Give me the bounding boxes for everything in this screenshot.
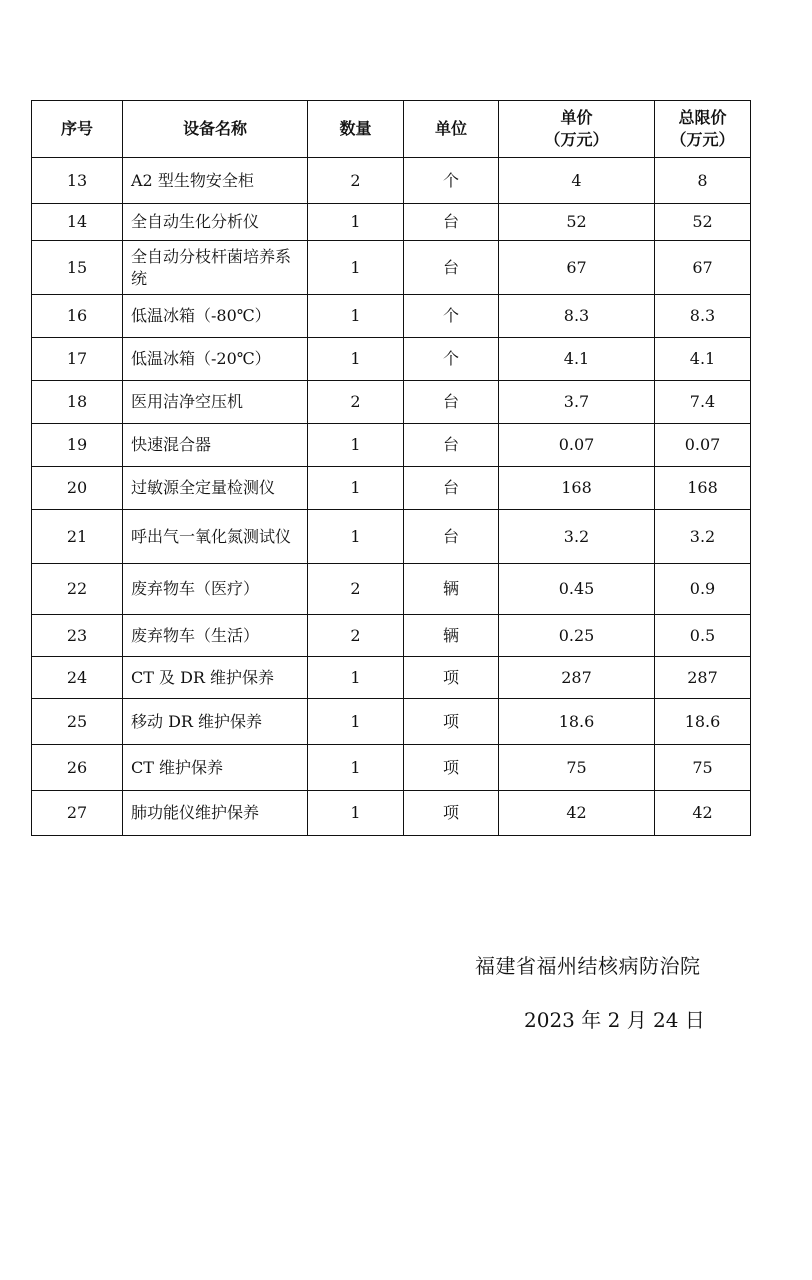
cell-unit-price: 0.25 [499, 615, 655, 657]
cell-unit-price: 52 [499, 204, 655, 241]
header-seq: 序号 [32, 101, 123, 158]
cell-unit: 台 [404, 381, 499, 424]
table-body [32, 158, 751, 836]
cell-unit-price: 8.3 [499, 295, 655, 338]
header-unit-price-line1: 单价 [560, 108, 593, 127]
cell-seq: 21 [32, 510, 123, 564]
header-unit-price-line2: （万元） [544, 130, 609, 149]
cell-total-price: 8.3 [655, 295, 751, 338]
cell-seq: 17 [32, 338, 123, 381]
cell-name: 肺功能仪维护保养 [123, 791, 308, 836]
cell-qty: 1 [308, 241, 404, 295]
header-unit: 单位 [404, 101, 499, 158]
cell-unit-price: 75 [499, 745, 655, 791]
cell-unit-price: 168 [499, 467, 655, 510]
cell-total-price: 7.4 [655, 381, 751, 424]
cell-qty: 1 [308, 745, 404, 791]
cell-name: 废弃物车（生活） [123, 615, 308, 657]
cell-unit: 台 [404, 510, 499, 564]
cell-seq: 18 [32, 381, 123, 424]
table-row [32, 381, 751, 424]
table-row [32, 510, 751, 564]
cell-seq: 14 [32, 204, 123, 241]
cell-name: CT 及 DR 维护保养 [123, 657, 308, 699]
cell-name: 低温冰箱（-20℃） [123, 338, 308, 381]
cell-name: 呼出气一氧化氮测试仪 [123, 510, 308, 564]
cell-seq: 25 [32, 699, 123, 745]
cell-unit-price: 0.45 [499, 564, 655, 615]
cell-name: 快速混合器 [123, 424, 308, 467]
cell-qty: 1 [308, 467, 404, 510]
cell-total-price: 3.2 [655, 510, 751, 564]
cell-name: 废弃物车（医疗） [123, 564, 308, 615]
cell-unit: 项 [404, 657, 499, 699]
issue-date: 2023 年 2 月 24 日 [524, 1008, 705, 1032]
cell-name: CT 维护保养 [123, 745, 308, 791]
cell-total-price: 287 [655, 657, 751, 699]
table-row [32, 158, 751, 204]
cell-seq: 13 [32, 158, 123, 204]
cell-total-price: 0.5 [655, 615, 751, 657]
cell-unit: 台 [404, 467, 499, 510]
cell-qty: 1 [308, 204, 404, 241]
cell-unit: 项 [404, 699, 499, 745]
equipment-table [31, 100, 751, 836]
cell-total-price: 8 [655, 158, 751, 204]
cell-total-price: 4.1 [655, 338, 751, 381]
cell-qty: 2 [308, 615, 404, 657]
cell-qty: 1 [308, 295, 404, 338]
cell-name: 医用洁净空压机 [123, 381, 308, 424]
cell-qty: 1 [308, 657, 404, 699]
cell-unit: 台 [404, 424, 499, 467]
cell-unit: 个 [404, 295, 499, 338]
cell-name: 低温冰箱（-80℃） [123, 295, 308, 338]
cell-total-price: 52 [655, 204, 751, 241]
cell-qty: 2 [308, 158, 404, 204]
table-row [32, 745, 751, 791]
cell-total-price: 75 [655, 745, 751, 791]
cell-unit: 项 [404, 791, 499, 836]
cell-seq: 24 [32, 657, 123, 699]
cell-unit-price: 4 [499, 158, 655, 204]
cell-seq: 15 [32, 241, 123, 295]
cell-unit-price: 3.7 [499, 381, 655, 424]
cell-seq: 16 [32, 295, 123, 338]
table-row [32, 204, 751, 241]
cell-unit: 个 [404, 158, 499, 204]
table-row [32, 338, 751, 381]
table-row [32, 295, 751, 338]
cell-unit: 台 [404, 241, 499, 295]
cell-name: 过敏源全定量检测仪 [123, 467, 308, 510]
table-row [32, 564, 751, 615]
table-row [32, 424, 751, 467]
cell-unit-price: 42 [499, 791, 655, 836]
cell-seq: 22 [32, 564, 123, 615]
cell-total-price: 0.07 [655, 424, 751, 467]
cell-unit: 辆 [404, 615, 499, 657]
header-total-price-line2: （万元） [670, 130, 735, 149]
cell-unit: 辆 [404, 564, 499, 615]
cell-total-price: 18.6 [655, 699, 751, 745]
cell-seq: 19 [32, 424, 123, 467]
cell-unit-price: 0.07 [499, 424, 655, 467]
cell-unit: 台 [404, 204, 499, 241]
cell-seq: 27 [32, 791, 123, 836]
issuing-organization: 福建省福州结核病防治院 [475, 954, 701, 978]
cell-qty: 1 [308, 699, 404, 745]
cell-unit-price: 4.1 [499, 338, 655, 381]
cell-unit-price: 287 [499, 657, 655, 699]
table-row [32, 657, 751, 699]
table-header-row [32, 101, 751, 158]
table-row [32, 241, 751, 295]
cell-name: 移动 DR 维护保养 [123, 699, 308, 745]
header-unit-price [499, 101, 655, 158]
header-name: 设备名称 [123, 101, 308, 158]
cell-unit-price: 18.6 [499, 699, 655, 745]
cell-unit: 项 [404, 745, 499, 791]
table-row [32, 467, 751, 510]
cell-qty: 1 [308, 338, 404, 381]
cell-total-price: 0.9 [655, 564, 751, 615]
cell-qty: 1 [308, 424, 404, 467]
table-row [32, 699, 751, 745]
cell-total-price: 67 [655, 241, 751, 295]
cell-seq: 20 [32, 467, 123, 510]
header-qty: 数量 [308, 101, 404, 158]
cell-total-price: 168 [655, 467, 751, 510]
cell-qty: 1 [308, 510, 404, 564]
cell-qty: 2 [308, 564, 404, 615]
cell-name: A2 型生物安全柜 [123, 158, 308, 204]
table-row [32, 791, 751, 836]
cell-total-price: 42 [655, 791, 751, 836]
cell-qty: 1 [308, 791, 404, 836]
cell-seq: 23 [32, 615, 123, 657]
cell-name: 全自动生化分析仪 [123, 204, 308, 241]
cell-seq: 26 [32, 745, 123, 791]
header-total-price [655, 101, 751, 158]
table-row [32, 615, 751, 657]
cell-name: 全自动分枝杆菌培养系统 [123, 241, 308, 295]
cell-unit: 个 [404, 338, 499, 381]
cell-qty: 2 [308, 381, 404, 424]
header-total-price-line1: 总限价 [678, 108, 727, 127]
cell-unit-price: 67 [499, 241, 655, 295]
cell-unit-price: 3.2 [499, 510, 655, 564]
